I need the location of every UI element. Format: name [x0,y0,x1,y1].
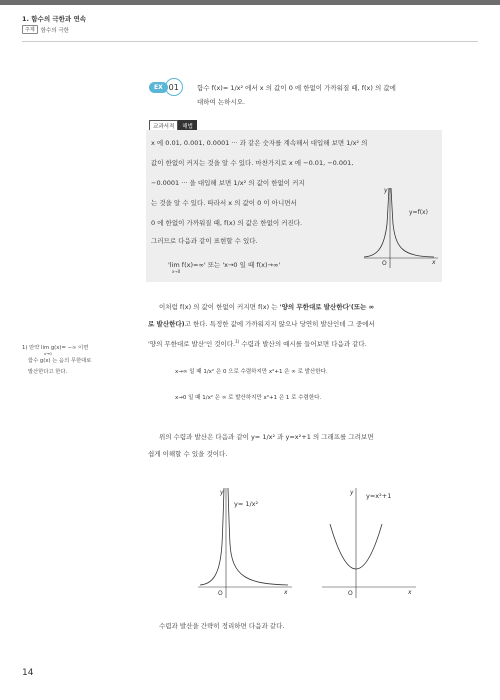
page-number: 14 [22,668,34,678]
solution-line-5: 0 에 한없이 가까워질 때, f(x) 의 값은 한없이 커진다. [151,219,303,227]
example-number: 01 [165,78,183,96]
solution-graph-curve-label: y=f(x) [409,209,428,216]
solution-line-6: 그러므로 다음과 같이 표현할 수 있다. [151,237,258,245]
graph-reciprocal-square [196,484,296,602]
example-question-line2: 대하여 논하시오. [197,98,246,106]
solution-graph [362,184,440,270]
solution-label-a: 교과서적 [149,120,178,132]
side-note-subscript: x→0 [44,351,52,356]
section-title-row [22,25,86,34]
paragraph-divergence [148,299,444,353]
section-tag: 주제 [22,25,38,34]
paragraph1-line2b: 고 한다. 특정한 값에 가까워지지 않으나 당연히 발산인데 그 중에서 [184,320,375,328]
graph-right-x-label: x [408,589,412,596]
paragraph1-line1b: '양의 무한대로 발산한다'(또는 ∞ [279,303,375,311]
closing-sentence [148,618,444,635]
convergence-example-1: x→∞ 일 때 1/x² 은 0 으로 수렴하지만 x²+1 은 ∞ 로 발산한다. [175,369,328,375]
paragraph1-line2a: 로 발산한다) [148,320,185,328]
top-bar [0,0,500,5]
solution-box [146,130,442,282]
graph-left-y-label: y [220,489,224,496]
paragraph2-line2: 쉽게 이해할 수 있을 것이다. [148,450,228,458]
footnote-mark: 1) [235,339,240,344]
paragraph1-line1a: 이처럼 f(x) 의 값이 한없이 커지면 f(x) 는 [159,303,280,311]
solution-line-1: x 에 0.01, 0.001, 0.0001 ··· 과 같은 숫자를 계속해서 대입해 보면 1/x² 의 [151,139,368,147]
paragraph-graphs-intro [148,429,444,463]
closing-text: 수렴과 발산을 간략히 정리하면 다음과 같다. [159,622,285,630]
side-note-line2: 함수 g(x) 는 음의 무한대로 [28,358,92,364]
graph-right-curve-label: y=x²+1 [366,492,392,500]
solution-limit-subscript: x→0 [172,269,181,274]
solution-graph-origin: O [382,260,387,267]
solution-line-4: 는 것을 알 수 있다. 따라서 x 의 값이 0 이 아니면서 [151,199,297,207]
example-badge [149,78,183,96]
convergence-example-2: x→0 일 때 1/x² 은 ∞ 로 발산하지만 x²+1 은 1 로 수렴한다. [175,395,322,401]
side-note-line3: 발산한다고 한다. [28,369,68,375]
solution-line-2: 값이 한없이 커지는 것을 알 수 있다. 마찬가지로 x 에 −0.01, −0.001, [151,159,354,167]
graph-left-x-label: x [284,589,288,596]
solution-label-b: 해법 [178,120,197,132]
example-question-line1: 함수 f(x)= 1/x² 에서 x 의 값이 0 에 한없이 가까워질 때, f(x) 의 값에 [197,84,396,92]
example-badge-label: EX [149,82,168,93]
graph-left-origin: O [218,590,223,597]
paragraph2-line1: 위의 수렴과 발산은 다음과 같이 y= 1/x² 과 y=x²+1 의 그래프를 그려보면 [159,433,374,441]
side-note-line1: 1) 만약 lim g(x)= −∞ 이면 [22,345,89,351]
paragraph1-line3b: 수렴과 발산의 예시를 들어보면 다음과 같다. [239,340,367,349]
paragraph1-line3a: '양의 무한대로 발산'인 것이다. [148,340,236,349]
solution-limit-expression: 'lim f(x)=∞' 또는 'x→0 일 때 f(x)→∞' [168,261,281,269]
solution-graph-x-label: x [432,259,436,266]
graph-left-curve-label: y= 1/x² [234,500,259,508]
side-note [22,343,117,378]
chapter-title: 1. 함수의 극한과 연속 [22,15,87,23]
solution-graph-y-label: y [384,187,388,194]
header-divider [22,41,478,42]
graph-right-y-label: y [350,489,354,496]
section-title: 함수의 극한 [40,27,69,34]
solution-line-3: −0.0001 ··· 을 대입해 보면 1/x² 의 값이 한없이 커지 [151,179,305,187]
page-header [22,14,86,34]
example-question [197,81,437,109]
graph-right-origin: O [348,590,353,597]
graph-parabola [320,484,420,602]
